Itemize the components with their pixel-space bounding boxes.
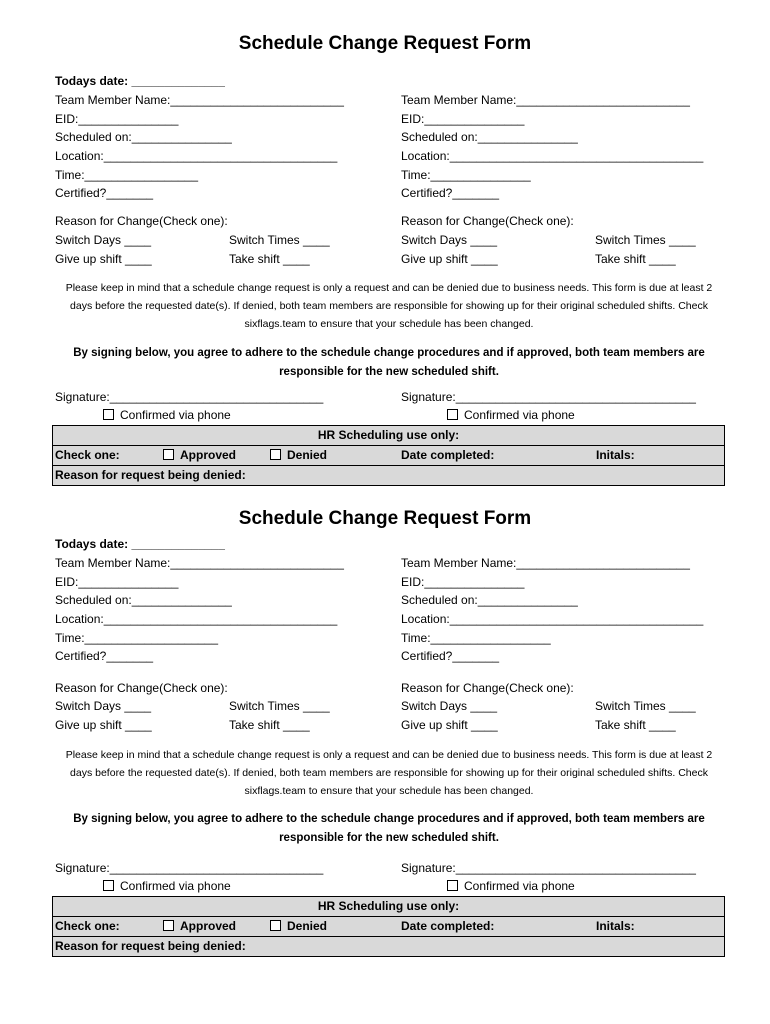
left-time-field[interactable]: Time:____________________ xyxy=(55,631,219,645)
right-switch-days-option[interactable]: Switch Days ____ xyxy=(401,699,498,713)
right-eid-field[interactable]: EID:_______________ xyxy=(401,112,525,126)
confirmed-label: Confirmed via phone xyxy=(120,408,231,422)
reason-denied-label: Reason for request being denied: xyxy=(55,468,246,482)
notice-paragraph: Please keep in mind that a schedule change request is only a request and can be denied due to business needs. This form is due at least 2 days before the requested date(s). If denied, both team members are responsible for showing up for their original scheduled shifts. Check sixflags.team to ensure that your schedule has been changed. xyxy=(65,282,713,330)
denied-option[interactable] xyxy=(270,917,327,936)
left-location-field[interactable]: Location:___________________________________ xyxy=(55,612,338,626)
right-signature-field[interactable]: Signature:____________________________________ xyxy=(401,861,696,875)
right-team-member-name-field[interactable]: Team Member Name:__________________________ xyxy=(401,556,690,570)
approved-label: Approved xyxy=(180,919,237,933)
confirmed-label: Confirmed via phone xyxy=(120,879,231,893)
hr-reason-row xyxy=(53,937,724,956)
right-take-shift-option[interactable]: Take shift ____ xyxy=(595,718,676,732)
agreement-statement: By signing below, you agree to adhere to the schedule change procedures and if approved, both team members are responsible for the new scheduled shift. xyxy=(73,347,705,378)
right-eid-field[interactable]: EID:_______________ xyxy=(401,575,525,589)
left-switch-days-option[interactable]: Switch Days ____ xyxy=(55,233,152,247)
check-one-label: Check one: xyxy=(55,919,120,933)
denied-label: Denied xyxy=(287,919,328,933)
left-signature-field[interactable]: Signature:________________________________ xyxy=(55,861,324,875)
hr-reason-row xyxy=(53,466,724,485)
hr-check-row xyxy=(53,917,724,937)
left-signature-field[interactable]: Signature:________________________________ xyxy=(55,390,324,404)
checkbox-icon[interactable] xyxy=(270,920,281,931)
initials-label: Initals: xyxy=(596,448,635,462)
left-certified-field[interactable]: Certified?_______ xyxy=(55,186,154,200)
checkbox-icon[interactable] xyxy=(103,409,114,420)
left-switch-days-option[interactable]: Switch Days ____ xyxy=(55,699,152,713)
left-confirmed-via-phone[interactable] xyxy=(103,408,231,422)
left-reason-label: Reason for Change(Check one): xyxy=(55,681,228,695)
agreement-statement: By signing below, you agree to adhere to the schedule change procedures and if approved, both team members are responsible for the new scheduled shift. xyxy=(73,813,705,844)
hr-header: HR Scheduling use only: xyxy=(53,426,724,446)
left-take-shift-option[interactable]: Take shift ____ xyxy=(229,252,310,266)
notice-paragraph: Please keep in mind that a schedule change request is only a request and can be denied due to business needs. This form is due at least 2 days before the requested date(s). If denied, both team members are responsible for showing up for their original scheduled shifts. Check sixflags.team to ensure that your schedule has been changed. xyxy=(65,749,713,797)
check-one-label: Check one: xyxy=(55,448,120,462)
checkbox-icon[interactable] xyxy=(103,880,114,891)
left-time-field[interactable]: Time:_________________ xyxy=(55,168,199,182)
left-switch-times-option[interactable]: Switch Times ____ xyxy=(229,699,330,713)
checkbox-icon[interactable] xyxy=(163,920,174,931)
checkbox-icon[interactable] xyxy=(447,409,458,420)
right-location-field[interactable]: Location:______________________________________ xyxy=(401,612,704,626)
todays-date-field[interactable]: Todays date: ______________ xyxy=(55,537,225,551)
right-certified-field[interactable]: Certified?_______ xyxy=(401,186,500,200)
approved-option[interactable] xyxy=(163,446,236,465)
hr-scheduling-box xyxy=(52,425,725,486)
left-eid-field[interactable]: EID:_______________ xyxy=(55,575,179,589)
left-switch-times-option[interactable]: Switch Times ____ xyxy=(229,233,330,247)
right-location-field[interactable]: Location:______________________________________ xyxy=(401,149,704,163)
approved-label: Approved xyxy=(180,448,237,462)
right-signature-field[interactable]: Signature:____________________________________ xyxy=(401,390,696,404)
left-confirmed-via-phone[interactable] xyxy=(103,879,231,893)
reason-denied-label: Reason for request being denied: xyxy=(55,939,246,953)
left-team-member-name-field[interactable]: Team Member Name:__________________________ xyxy=(55,93,344,107)
right-time-field[interactable]: Time:_______________ xyxy=(401,168,531,182)
right-team-member-name-field[interactable]: Team Member Name:__________________________ xyxy=(401,93,690,107)
right-scheduled-on-field[interactable]: Scheduled on:_______________ xyxy=(401,130,578,144)
initials-label: Initals: xyxy=(596,919,635,933)
denied-label: Denied xyxy=(287,448,328,462)
right-reason-label: Reason for Change(Check one): xyxy=(401,214,574,228)
right-take-shift-option[interactable]: Take shift ____ xyxy=(595,252,676,266)
left-scheduled-on-field[interactable]: Scheduled on:_______________ xyxy=(55,593,232,607)
right-give-up-shift-option[interactable]: Give up shift ____ xyxy=(401,718,498,732)
confirmed-label: Confirmed via phone xyxy=(464,879,575,893)
left-certified-field[interactable]: Certified?_______ xyxy=(55,649,154,663)
date-completed-label: Date completed: xyxy=(401,448,495,462)
left-give-up-shift-option[interactable]: Give up shift ____ xyxy=(55,252,152,266)
right-certified-field[interactable]: Certified?_______ xyxy=(401,649,500,663)
left-scheduled-on-field[interactable]: Scheduled on:_______________ xyxy=(55,130,232,144)
approved-option[interactable] xyxy=(163,917,236,936)
hr-check-row xyxy=(53,446,724,466)
denied-option[interactable] xyxy=(270,446,327,465)
right-confirmed-via-phone[interactable] xyxy=(447,879,575,893)
date-completed-label: Date completed: xyxy=(401,919,495,933)
left-location-field[interactable]: Location:___________________________________ xyxy=(55,149,338,163)
form-title: Schedule Change Request Form xyxy=(238,33,532,54)
form-title: Schedule Change Request Form xyxy=(238,508,532,529)
checkbox-icon[interactable] xyxy=(163,449,174,460)
left-reason-label: Reason for Change(Check one): xyxy=(55,214,228,228)
hr-header: HR Scheduling use only: xyxy=(53,897,724,917)
left-take-shift-option[interactable]: Take shift ____ xyxy=(229,718,310,732)
right-switch-times-option[interactable]: Switch Times ____ xyxy=(595,699,696,713)
right-time-field[interactable]: Time:__________________ xyxy=(401,631,551,645)
left-give-up-shift-option[interactable]: Give up shift ____ xyxy=(55,718,152,732)
right-scheduled-on-field[interactable]: Scheduled on:_______________ xyxy=(401,593,578,607)
right-give-up-shift-option[interactable]: Give up shift ____ xyxy=(401,252,498,266)
checkbox-icon[interactable] xyxy=(270,449,281,460)
todays-date-field[interactable]: Todays date: ______________ xyxy=(55,74,225,88)
right-reason-label: Reason for Change(Check one): xyxy=(401,681,574,695)
right-switch-days-option[interactable]: Switch Days ____ xyxy=(401,233,498,247)
left-eid-field[interactable]: EID:_______________ xyxy=(55,112,179,126)
hr-scheduling-box xyxy=(52,896,725,957)
left-team-member-name-field[interactable]: Team Member Name:__________________________ xyxy=(55,556,344,570)
right-confirmed-via-phone[interactable] xyxy=(447,408,575,422)
checkbox-icon[interactable] xyxy=(447,880,458,891)
right-switch-times-option[interactable]: Switch Times ____ xyxy=(595,233,696,247)
confirmed-label: Confirmed via phone xyxy=(464,408,575,422)
